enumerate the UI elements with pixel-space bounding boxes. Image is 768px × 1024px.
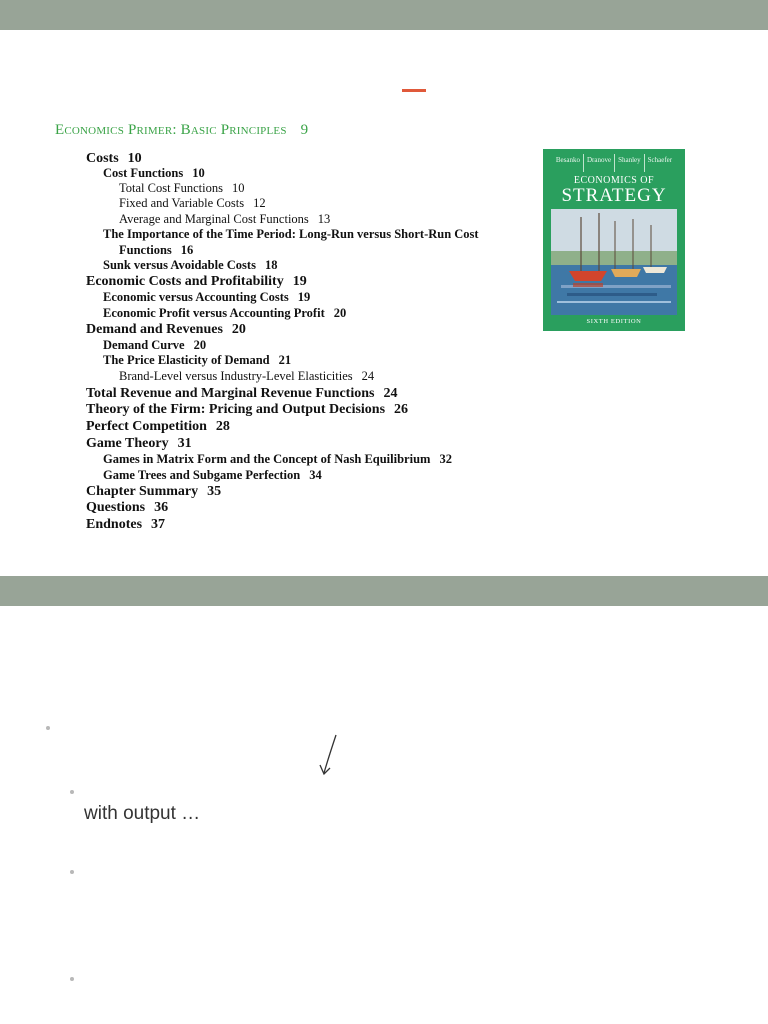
toc-entry: [86, 517, 165, 533]
toc-entry: [103, 258, 277, 273]
toc-entry: [86, 500, 168, 516]
bullet-1: [46, 726, 50, 730]
toc-entry-page: 28: [215, 419, 230, 434]
toc-entry: [103, 306, 346, 321]
toc-entry-title: Game Theory: [86, 436, 169, 451]
cover-title-line2: STRATEGY: [561, 185, 667, 206]
title-accent-dash: [402, 89, 426, 92]
cover-author: Besanko: [553, 154, 584, 172]
toc-entry: [103, 227, 479, 242]
toc-entry-page: 19: [297, 290, 311, 304]
top-band: [0, 0, 768, 30]
toc-entry-page: 26: [394, 402, 409, 417]
toc-entry-page: 16: [180, 243, 194, 257]
toc-entry-title: Functions: [119, 243, 172, 257]
toc-entry-title: Endnotes: [86, 517, 143, 532]
cover-author: Dranove: [584, 154, 615, 172]
toc-entry-title: Economic Costs and Profitability: [86, 274, 284, 289]
toc-entry-title: Total Revenue and Marginal Revenue Functions: [86, 386, 375, 401]
toc-entry-title: Perfect Competition: [86, 419, 207, 434]
toc-entry-page: 10: [232, 181, 245, 195]
toc-entry: [86, 484, 221, 500]
toc-entry-title: Brand-Level versus Industry-Level Elasticities: [119, 369, 353, 383]
toc-entry-title: Sunk versus Avoidable Costs: [103, 258, 256, 272]
toc-entry: [86, 436, 192, 452]
chapter-page-number: 9: [300, 122, 309, 138]
toc-entry-page: 36: [154, 500, 169, 515]
toc-entry-title: Theory of the Firm: Pricing and Output Decisions: [86, 402, 386, 417]
toc-entry: [103, 452, 452, 467]
toc-entry-page: 20: [193, 338, 207, 352]
toc-entry-page: 18: [264, 258, 278, 272]
cover-title-line1: ECONOMICS OF: [573, 175, 655, 186]
cover-author: Schaefer: [647, 156, 673, 164]
sailboats-painting-icon: [551, 209, 677, 315]
toc-entry-title: The Importance of the Time Period: Long-Run versus Short-Run Cost: [103, 227, 479, 241]
toc-entry-title: Costs: [86, 151, 119, 166]
toc-entry: [86, 151, 142, 167]
toc-entry-page: 10: [192, 166, 205, 180]
toc-entry-page: 13: [317, 212, 331, 226]
toc-entry-title: Demand Curve: [103, 338, 185, 352]
toc-entry-title: Economic Profit versus Accounting Profit: [103, 306, 325, 320]
toc-entry-title: Demand and Revenues: [86, 322, 223, 337]
toc-entry: [86, 386, 397, 402]
toc-entry: [103, 353, 291, 368]
toc-entry: [119, 196, 266, 211]
toc-entry: [119, 181, 245, 196]
cover-edition: SIXTH EDITION: [586, 318, 642, 325]
toc-entry: [103, 290, 310, 305]
toc-entry: [86, 419, 230, 435]
toc-entry-page: 24: [383, 386, 398, 401]
toc-entry-page: 10: [127, 151, 142, 166]
toc-entry-title: Economic versus Accounting Costs: [103, 290, 289, 304]
bullet-2: [70, 790, 74, 794]
toc-entry: [119, 369, 374, 384]
toc-entry-title: Chapter Summary: [86, 484, 199, 499]
toc-entry-title: Total Cost Functions: [119, 181, 223, 195]
bullet-3: [70, 870, 74, 874]
toc-entry: [86, 322, 246, 338]
toc-entry-page: 37: [151, 517, 166, 532]
toc-entry-page: 20: [231, 322, 246, 337]
toc-entry-page: 24: [361, 369, 375, 383]
toc-entry-title: The Price Elasticity of Demand: [103, 353, 270, 367]
toc-entry: [119, 243, 193, 258]
toc-entry-title: Questions: [86, 500, 146, 515]
toc-entry-page: 32: [439, 452, 452, 466]
cover-authors: [543, 154, 685, 172]
toc-entry: [86, 402, 408, 418]
toc-entry-page: 31: [177, 436, 192, 451]
slide-body-text: with output …: [84, 803, 201, 824]
toc-entry-title: Fixed and Variable Costs: [119, 196, 245, 210]
toc-entry: [119, 212, 330, 227]
toc-entry-page: 35: [207, 484, 222, 499]
toc-entry-page: 19: [292, 274, 307, 289]
chapter-title: [55, 122, 308, 139]
chapter-title-text: Economics Primer: Basic Principles: [55, 122, 287, 138]
toc-entry: [103, 468, 322, 483]
toc-entry: [103, 166, 205, 181]
toc-entry-title: Average and Marginal Cost Functions: [119, 212, 309, 226]
toc-entry-title: Cost Functions: [103, 166, 184, 180]
handdrawn-arrow-icon: [316, 733, 342, 779]
cover-painting: [551, 209, 677, 315]
bullet-4: [70, 977, 74, 981]
toc-entry-title: Game Trees and Subgame Perfection: [103, 468, 301, 482]
toc-entry-page: 21: [278, 353, 292, 367]
toc-entry-page: 20: [333, 306, 347, 320]
toc-entry-page: 34: [309, 468, 322, 482]
book-cover-image: [543, 149, 685, 331]
toc-entry: [103, 338, 206, 353]
cover-author: Shanley: [615, 154, 645, 172]
toc-entry-title: Games in Matrix Form and the Concept of Nash Equilibrium: [103, 452, 431, 466]
middle-band: [0, 576, 768, 606]
toc-entry-page: 12: [253, 196, 266, 210]
toc-entry: [86, 274, 307, 290]
